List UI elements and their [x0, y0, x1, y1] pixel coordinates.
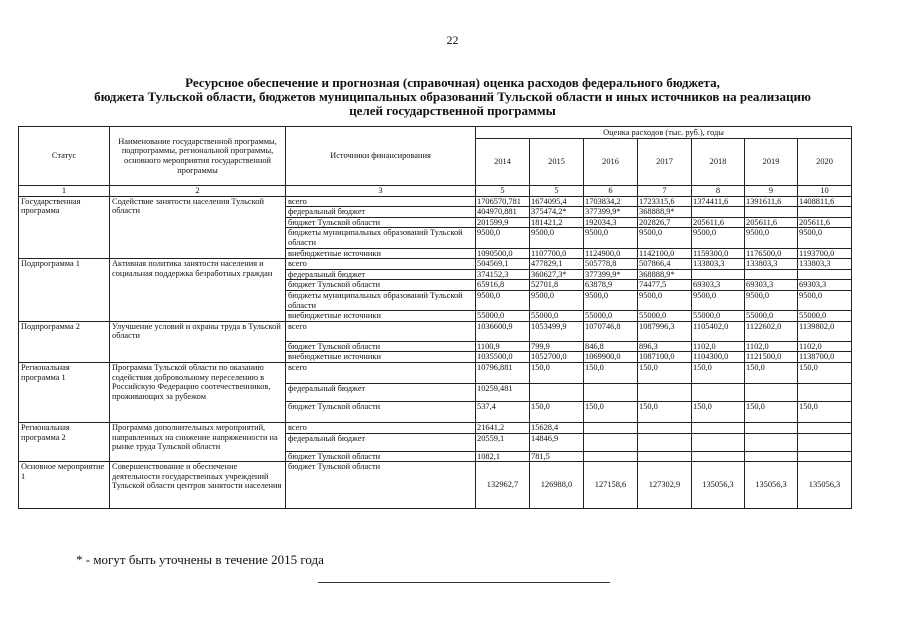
row-value: 9500,0: [745, 228, 798, 248]
row-status: Подпрограмма 1: [19, 259, 110, 322]
title-line-2: бюджета Тульской области, бюджетов муниципальных образований Тульской области и иных источников на реализацию: [94, 89, 811, 104]
row-source: бюджет Тульской области: [286, 462, 476, 509]
table-row: [19, 321, 852, 341]
row-value: 150,0: [798, 362, 852, 383]
row-value: 9500,0: [798, 290, 852, 310]
row-value: 377399,9*: [584, 269, 638, 280]
row-source: всего: [286, 259, 476, 270]
row-value: 150,0: [638, 362, 692, 383]
row-value: [745, 433, 798, 451]
row-status: Государственная программа: [19, 196, 110, 259]
row-value: 181421,2: [530, 217, 584, 228]
row-value: 55000,0: [476, 311, 530, 322]
row-value: 205611,6: [745, 217, 798, 228]
column-index: 1: [19, 186, 110, 197]
row-value: 1069900,0: [584, 352, 638, 363]
row-value: 1070746,8: [584, 321, 638, 341]
row-value: [798, 451, 852, 462]
row-value: 9500,0: [798, 228, 852, 248]
row-source: всего: [286, 362, 476, 383]
row-name: Содействие занятости населения Тульской области: [110, 196, 286, 259]
row-value: 1124900,0: [584, 248, 638, 259]
budget-table: [18, 126, 852, 509]
row-value: 74477,5: [638, 280, 692, 291]
row-value: 1142100,0: [638, 248, 692, 259]
header-estimate: Оценка расходов (тыс. руб.), годы: [476, 127, 852, 139]
row-value: 135056,3: [798, 462, 852, 509]
row-value: 404970,881: [476, 207, 530, 218]
row-value: 65916,8: [476, 280, 530, 291]
header-year: 2019: [745, 139, 798, 186]
row-value: 1107700,0: [530, 248, 584, 259]
row-status: Региональная программа 2: [19, 422, 110, 461]
row-value: 55000,0: [798, 311, 852, 322]
row-status: Региональная программа 1: [19, 362, 110, 422]
row-value: 205611,6: [798, 217, 852, 228]
document-title: [20, 76, 885, 118]
column-index: 10: [798, 186, 852, 197]
row-name: Программа дополнительных мероприятий, направленных на снижение напряженности на рынке труда Тульской области: [110, 422, 286, 461]
row-name: Активная политика занятости населения и социальная поддержка безработных граждан: [110, 259, 286, 322]
row-value: 1391611,6: [745, 196, 798, 207]
row-source: внебюджетные источники: [286, 311, 476, 322]
row-value: [530, 383, 584, 401]
header-year: 2014: [476, 139, 530, 186]
row-value: 150,0: [745, 362, 798, 383]
row-value: 1674095,4: [530, 196, 584, 207]
row-value: [798, 383, 852, 401]
row-source: федеральный бюджет: [286, 433, 476, 451]
row-value: 9500,0: [745, 290, 798, 310]
row-value: 1036600,9: [476, 321, 530, 341]
row-value: 1703834,2: [584, 196, 638, 207]
row-value: [692, 269, 745, 280]
row-value: 150,0: [798, 401, 852, 422]
row-value: 55000,0: [638, 311, 692, 322]
row-value: [745, 269, 798, 280]
row-value: 504569,1: [476, 259, 530, 270]
row-value: 55000,0: [745, 311, 798, 322]
column-index: 6: [584, 186, 638, 197]
row-value: 1090500,0: [476, 248, 530, 259]
title-line-3: целей государственной программы: [349, 103, 556, 118]
row-source: всего: [286, 196, 476, 207]
row-value: [692, 451, 745, 462]
row-value: 127302,9: [638, 462, 692, 509]
row-value: 1087100,0: [638, 352, 692, 363]
row-value: 799,9: [530, 341, 584, 352]
row-value: 150,0: [584, 362, 638, 383]
table-header-row: [19, 127, 852, 139]
row-value: 9500,0: [692, 228, 745, 248]
row-value: 150,0: [584, 401, 638, 422]
row-value: [798, 422, 852, 433]
row-value: 135056,3: [692, 462, 745, 509]
row-value: [638, 383, 692, 401]
row-value: 377399,9*: [584, 207, 638, 218]
row-value: 896,3: [638, 341, 692, 352]
row-value: 375474,2*: [530, 207, 584, 218]
row-value: [584, 451, 638, 462]
row-value: 133803,3: [692, 259, 745, 270]
row-value: 132962,7: [476, 462, 530, 509]
row-value: 9500,0: [530, 290, 584, 310]
column-index: 5: [476, 186, 530, 197]
row-value: 150,0: [530, 362, 584, 383]
row-value: 69303,3: [798, 280, 852, 291]
row-source: всего: [286, 422, 476, 433]
row-value: 69303,3: [745, 280, 798, 291]
row-value: 52701,8: [530, 280, 584, 291]
row-value: 20559,1: [476, 433, 530, 451]
row-value: 69303,3: [692, 280, 745, 291]
row-value: 150,0: [692, 362, 745, 383]
row-value: 1053499,9: [530, 321, 584, 341]
row-source: всего: [286, 321, 476, 341]
row-name: Совершенствование и обеспечение деятельности государственных учреждений Тульской области центров занятости населения: [110, 462, 286, 509]
row-value: 9500,0: [584, 228, 638, 248]
row-value: 1176500,0: [745, 248, 798, 259]
row-value: 1102,0: [798, 341, 852, 352]
row-value: 505778,8: [584, 259, 638, 270]
title-line-1: Ресурсное обеспечение и прогнозная (справочная) оценка расходов федерального бюджета,: [185, 75, 720, 90]
row-value: [584, 422, 638, 433]
table-row: [19, 259, 852, 270]
row-value: 135056,3: [745, 462, 798, 509]
row-value: 477829,1: [530, 259, 584, 270]
table-row: [19, 196, 852, 207]
row-value: 55000,0: [584, 311, 638, 322]
row-value: 9500,0: [692, 290, 745, 310]
row-value: 1706570,781: [476, 196, 530, 207]
row-value: 21641,2: [476, 422, 530, 433]
row-value: 507866,4: [638, 259, 692, 270]
row-value: 201599,9: [476, 217, 530, 228]
row-source: бюджет Тульской области: [286, 451, 476, 462]
row-value: 368888,9*: [638, 207, 692, 218]
row-value: [584, 383, 638, 401]
column-index: 5: [530, 186, 584, 197]
header-name: Наименование государственной программы, подпрограммы, региональной программы, основного мероприятия государственной программы: [110, 127, 286, 186]
row-source: бюджет Тульской области: [286, 217, 476, 228]
bottom-divider: [318, 582, 610, 583]
row-value: 1122602,0: [745, 321, 798, 341]
row-value: [798, 433, 852, 451]
row-value: 205611,6: [692, 217, 745, 228]
row-value: 1105402,0: [692, 321, 745, 341]
row-value: [692, 422, 745, 433]
row-value: 1374411,6: [692, 196, 745, 207]
row-value: 9500,0: [584, 290, 638, 310]
row-source: бюджет Тульской области: [286, 401, 476, 422]
row-value: [745, 383, 798, 401]
row-value: [745, 451, 798, 462]
row-value: 15628,4: [530, 422, 584, 433]
row-value: 1102,0: [745, 341, 798, 352]
header-status: Статус: [19, 127, 110, 186]
header-year: 2015: [530, 139, 584, 186]
header-year: 2020: [798, 139, 852, 186]
row-source: бюджет Тульской области: [286, 280, 476, 291]
row-value: 1723315,6: [638, 196, 692, 207]
row-source: бюджет Тульской области: [286, 341, 476, 352]
row-value: [638, 433, 692, 451]
row-value: 374152,3: [476, 269, 530, 280]
row-value: 126988,0: [530, 462, 584, 509]
row-source: федеральный бюджет: [286, 269, 476, 280]
row-value: 1104300,0: [692, 352, 745, 363]
row-value: [745, 422, 798, 433]
table-row: [19, 362, 852, 383]
table-row: [19, 422, 852, 433]
page-number: 22: [446, 33, 459, 47]
row-name: Программа Тульской области по оказанию содействия добровольному переселению в Российскую Федерацию соотечественников, проживающих за рубежом: [110, 362, 286, 422]
row-value: 1035500,0: [476, 352, 530, 363]
row-value: 9500,0: [530, 228, 584, 248]
row-value: 1082,1: [476, 451, 530, 462]
header-year: 2018: [692, 139, 745, 186]
row-name: Улучшение условий и охраны труда в Тульской области: [110, 321, 286, 362]
row-value: 202826,7: [638, 217, 692, 228]
row-value: 14846,9: [530, 433, 584, 451]
header-sources: Источники финансирования: [286, 127, 476, 186]
row-value: 1193700,0: [798, 248, 852, 259]
row-value: 9500,0: [476, 290, 530, 310]
row-source: внебюджетные источники: [286, 352, 476, 363]
row-value: 150,0: [530, 401, 584, 422]
row-value: 537,4: [476, 401, 530, 422]
row-value: [798, 207, 852, 218]
row-source: федеральный бюджет: [286, 207, 476, 218]
row-value: [745, 207, 798, 218]
row-value: [584, 433, 638, 451]
row-value: 10259,481: [476, 383, 530, 401]
row-value: 55000,0: [530, 311, 584, 322]
table-row: [19, 462, 852, 509]
row-value: 1408811,6: [798, 196, 852, 207]
row-value: 1159300,0: [692, 248, 745, 259]
row-value: 9500,0: [476, 228, 530, 248]
row-value: 1139802,0: [798, 321, 852, 341]
row-value: 846,8: [584, 341, 638, 352]
column-index-row: [19, 186, 852, 197]
row-value: [692, 383, 745, 401]
row-value: 368888,9*: [638, 269, 692, 280]
row-value: 9500,0: [638, 290, 692, 310]
row-value: 192034,3: [584, 217, 638, 228]
row-source: бюджеты муниципальных образований Тульской области: [286, 228, 476, 248]
column-index: 9: [745, 186, 798, 197]
row-value: 10796,881: [476, 362, 530, 383]
budget-table-body: [19, 127, 852, 509]
row-value: 1052700,0: [530, 352, 584, 363]
row-value: 1100,9: [476, 341, 530, 352]
row-value: 133803,3: [745, 259, 798, 270]
row-value: 1087996,3: [638, 321, 692, 341]
row-value: [638, 451, 692, 462]
row-value: 1138700,0: [798, 352, 852, 363]
row-value: [692, 207, 745, 218]
row-value: 1102,0: [692, 341, 745, 352]
row-status: Подпрограмма 2: [19, 321, 110, 362]
row-source: внебюджетные источники: [286, 248, 476, 259]
column-index: 8: [692, 186, 745, 197]
footnote: * - могут быть уточнены в течение 2015 года: [76, 552, 324, 567]
row-value: 150,0: [692, 401, 745, 422]
row-value: 63878,9: [584, 280, 638, 291]
row-value: 150,0: [745, 401, 798, 422]
header-year: 2017: [638, 139, 692, 186]
row-value: 781,5: [530, 451, 584, 462]
row-source: бюджеты муниципальных образований Тульской области: [286, 290, 476, 310]
row-status: Основное мероприятие 1: [19, 462, 110, 509]
row-value: 55000,0: [692, 311, 745, 322]
header-year: 2016: [584, 139, 638, 186]
row-value: 127158,6: [584, 462, 638, 509]
row-value: 133803,3: [798, 259, 852, 270]
row-value: [638, 422, 692, 433]
column-index: 3: [286, 186, 476, 197]
row-value: 9500,0: [638, 228, 692, 248]
row-value: 150,0: [638, 401, 692, 422]
row-source: федеральный бюджет: [286, 383, 476, 401]
row-value: [692, 433, 745, 451]
row-value: 1121500,0: [745, 352, 798, 363]
column-index: 2: [110, 186, 286, 197]
row-value: [798, 269, 852, 280]
column-index: 7: [638, 186, 692, 197]
row-value: 360627,3*: [530, 269, 584, 280]
